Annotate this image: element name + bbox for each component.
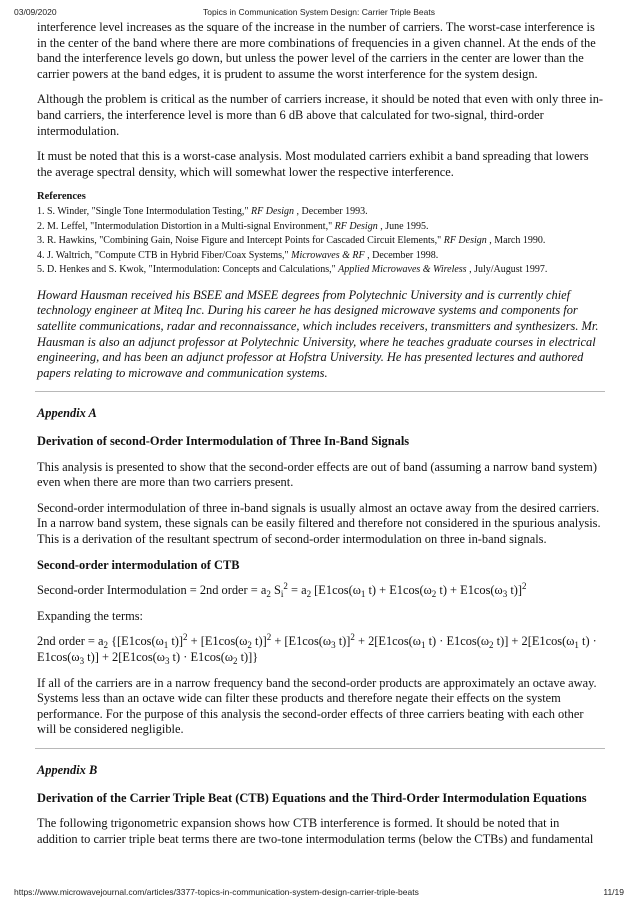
reference-item: 2. M. Leffel, "Intermodulation Distortion in a Multi-signal Environment," RF Design , June 1995. xyxy=(37,220,429,232)
reference-item: 5. D. Henkes and S. Kwok, "Intermodulation: Concepts and Calculations," Applied Microwaves & Wireless , July/August 1997. xyxy=(37,264,548,276)
page-number: 11/19 xyxy=(603,887,624,897)
author-bio: Howard Hausman received his BSEE and MSEE degrees from Polytechnic University and is currently chief technology engineer at Miteq Inc. During his career he has designed microwave systems and components for satellite communications, radar and reconnaissance, which includes receivers, transmitters and synthesizers. Mr. Hausman is also an adjunct professor at Polytechnic University, where he teaches graduate courses in electrical engineering, and has been an adjunct professor at Hofstra University. He has presented lectures and authored papers relating to microwave and communication systems. xyxy=(37,287,599,380)
equation-expanded: 2nd order = $a_2$ {[$E1\cos(\omega_1$ $t)]^2 + [E1\cos(\omega_2$ $t)]^2 + [E1\cos(\omega_3$ $t)]^2 + 2[E1\cos(\omega_1$ $t) \cdot E1\cos(\omega_2$ $t)] + 2[E1\cos(\omega_1$ $t) \cdot E1\cos(\omega_3$ $t)] + 2[E1\cos(\omega_3$ $t) \cdot E1\cos(\omega_2$ t)]} xyxy=(37,632,597,666)
references-list xyxy=(37,205,603,278)
article-body xyxy=(37,20,603,857)
section-divider xyxy=(35,748,605,749)
print-footer xyxy=(0,885,638,903)
print-title: Topics in Communication System Design: Carrier Triple Beats xyxy=(203,7,435,17)
reference-item: 4. J. Waltrich, "Compute CTB in Hybrid Fiber/Coax Systems," Microwaves & RF , December 1998. xyxy=(37,249,439,261)
appendix-b-label: Appendix B xyxy=(37,762,98,777)
equation-second-order: Second-order Intermodulation = 2nd order = $a_2$ $S_i^2 = a_2$ [$E1\cos(\omega_1$ $t) + E1\cos(\omega_2$ $t) + E1\cos(\omega_3$ t)]$^2$ xyxy=(37,581,527,600)
paragraph: This analysis is presented to show that the second-order effects are out of band (assuming a narrow band system) even when there are more than two carriers present. xyxy=(37,459,597,490)
reference-item: 3. R. Hawkins, "Combining Gain, Noise Figure and Intercept Points for Cascaded Circuit Elements," RF Design , March 1990. xyxy=(37,235,546,247)
appendix-b-heading: Derivation of the Carrier Triple Beat (CTB) Equations and the Third-Order Intermodulation Equations xyxy=(37,790,587,805)
appendix-a-label: Appendix A xyxy=(37,406,97,421)
print-header xyxy=(0,0,638,18)
paragraph: interference level increases as the square of the increase in the number of carriers. The worst-case interference is in the center of the band where there are more combinations of frequencies in a given channel. At the ends of the band the interference levels go down, but unless the power level of the carriers in the center are lower than the carrier powers at the band edges, it is prudent to assume the worst interference for the system design. xyxy=(37,20,596,81)
paragraph: It must be noted that this is a worst-case analysis. Most modulated carriers exhibit a band spreading that lowers the average spectral density, which will somewhat lower the respective interference. xyxy=(37,149,589,179)
appendix-a-heading: Derivation of second-Order Intermodulation of Three In-Band Signals xyxy=(37,434,410,448)
paragraph: Second-order intermodulation of three in-band signals is usually almost an octave away from the desired carriers. In a narrow band system, these signals can be easily filtered and therefore not considered in the spurious analysis. This is a derivation of the resultant spectrum of second-order intermodulation on three in-band signals. xyxy=(37,500,601,546)
ctb-subheading: Second-order intermodulation of CTB xyxy=(37,557,240,572)
references-heading: References xyxy=(37,191,86,203)
reference-item: 1. S. Winder, "Single Tone Intermodulation Testing," RF Design , December 1993. xyxy=(37,206,368,218)
print-url: https://www.microwavejournal.com/articles/3377-topics-in-communication-system-design-carrier-triple-beats xyxy=(14,887,419,897)
paragraph: The following trigonometric expansion shows how CTB interference is formed. It should be noted that in addition to carrier triple beat terms there are two-tone intermodulation terms (below the CTBs) and fundamental xyxy=(37,816,594,846)
paragraph: If all of the carriers are in a narrow frequency band the second-order products are approximately an octave away. Systems less than an octave wide can filter these products and therefore negate their effects on the system performance. For the purpose of this analysis the second-order effects of three carriers beating with each other will be considered negligible. xyxy=(37,675,597,737)
print-date: 03/09/2020 xyxy=(14,7,57,17)
paragraph: Expanding the terms: xyxy=(37,608,143,623)
section-divider xyxy=(35,391,605,392)
paragraph: Although the problem is critical as the number of carriers increase, it should be noted that even with only three in-band carriers, the interference level is more than 6 dB above that calculated for two-signal, third-order intermodulation. xyxy=(37,92,604,138)
